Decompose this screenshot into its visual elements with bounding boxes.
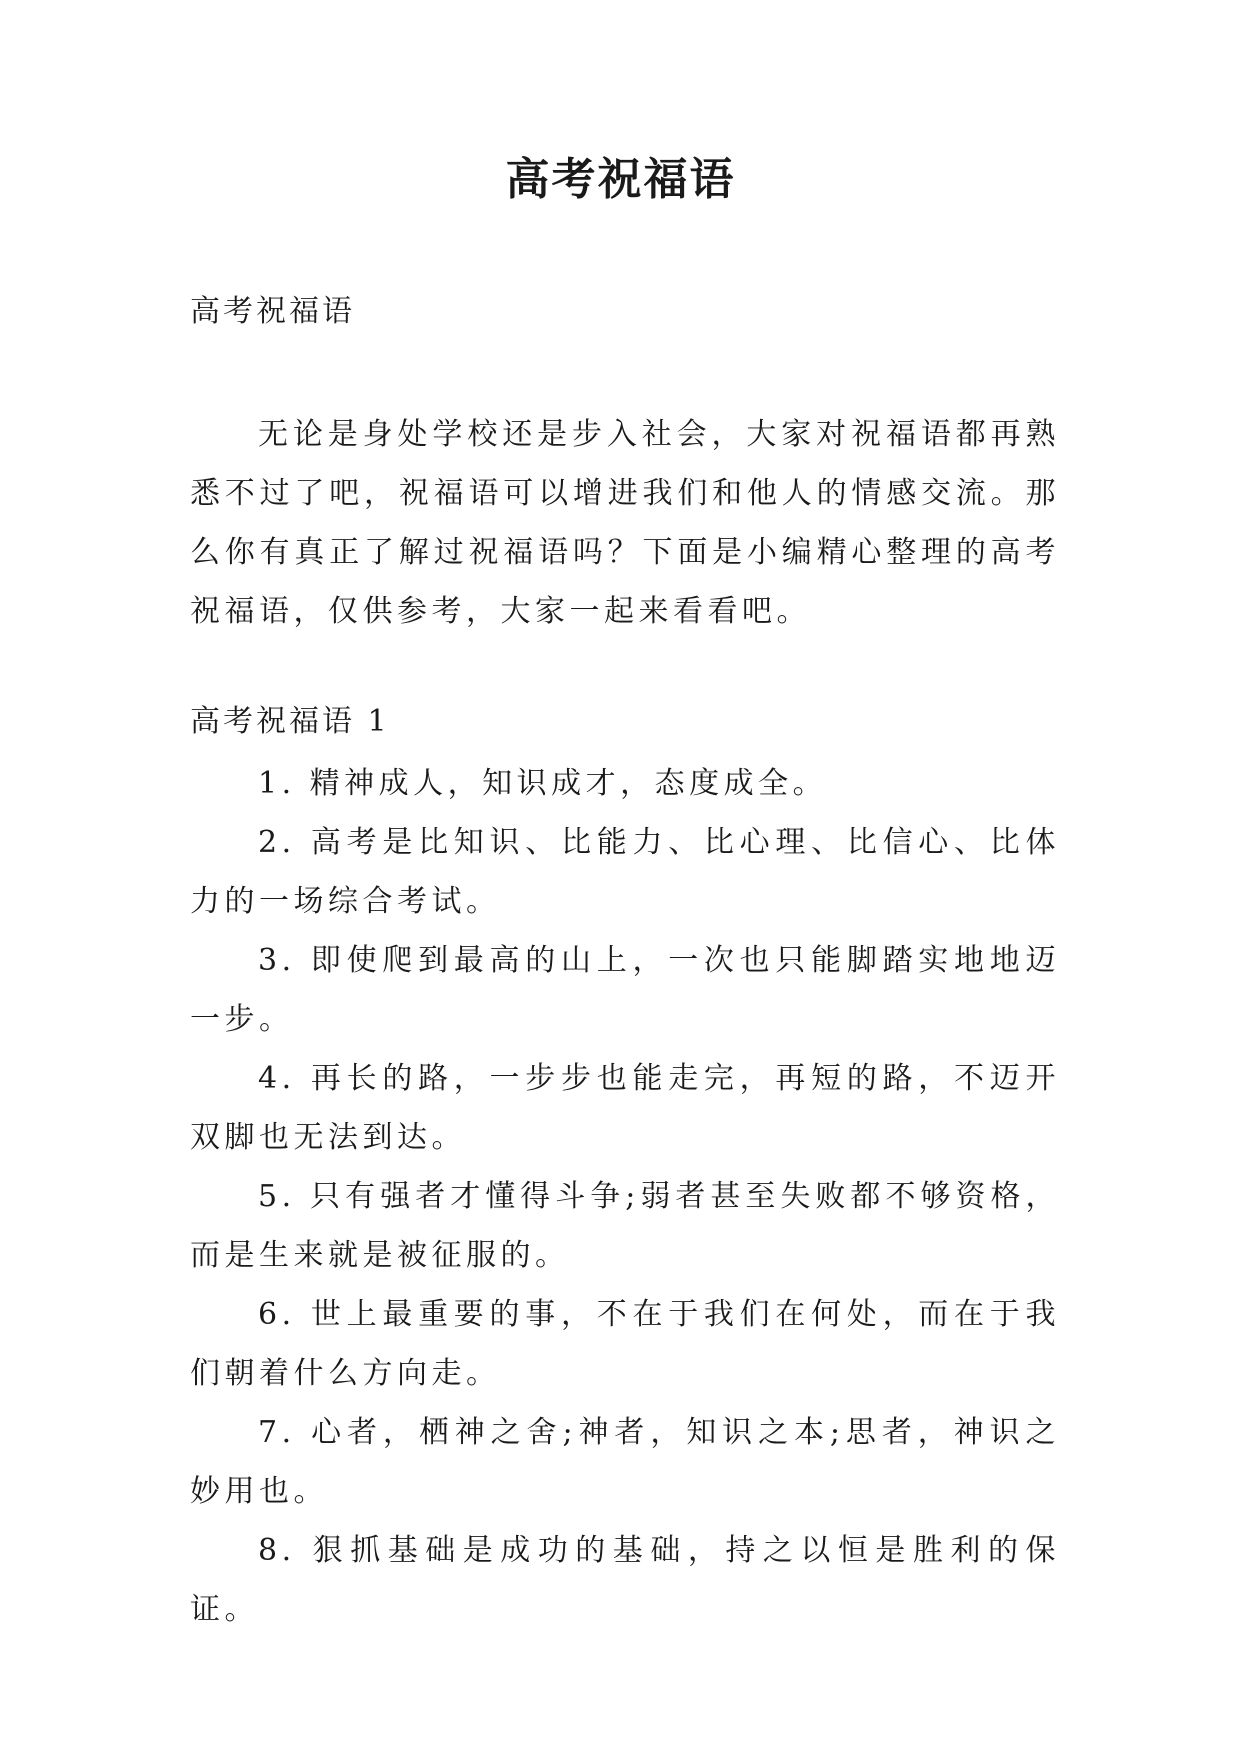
list-item: 1. 精神成人，知识成才，态度成全。 xyxy=(258,766,828,801)
document-subtitle: 高考祝福语 xyxy=(190,294,355,329)
blessing-list xyxy=(190,754,1060,1639)
list-item: 8. 狠抓基础是成功的基础，持之以恒是胜利的保证。 xyxy=(190,1533,1060,1627)
list-item: 5. 只有强者才懂得斗争;弱者甚至失败都不够资格，而是生来就是被征服的。 xyxy=(190,1179,1060,1273)
intro-paragraph: 无论是身处学校还是步入社会，大家对祝福语都再熟悉不过了吧，祝福语可以增进我们和他人的情感交流。那么你有真正了解过祝福语吗？下面是小编精心整理的高考祝福语，仅供参考，大家一起来看看吧。 xyxy=(190,417,1060,629)
list-item: 3. 即使爬到最高的山上，一次也只能脚踏实地地迈一步。 xyxy=(190,943,1060,1037)
page-title: 高考祝福语 xyxy=(505,154,736,205)
list-item: 4. 再长的路，一步步也能走完，再短的路，不迈开双脚也无法到达。 xyxy=(190,1061,1060,1155)
list-item: 7. 心者，栖神之舍;神者，知识之本;思者，神识之妙用也。 xyxy=(190,1415,1060,1509)
section-heading: 高考祝福语 1 xyxy=(190,704,390,739)
list-item: 6. 世上最重要的事，不在于我们在何处，而在于我们朝着什么方向走。 xyxy=(190,1297,1060,1391)
list-item: 2. 高考是比知识、比能力、比心理、比信心、比体力的一场综合考试。 xyxy=(190,825,1060,919)
